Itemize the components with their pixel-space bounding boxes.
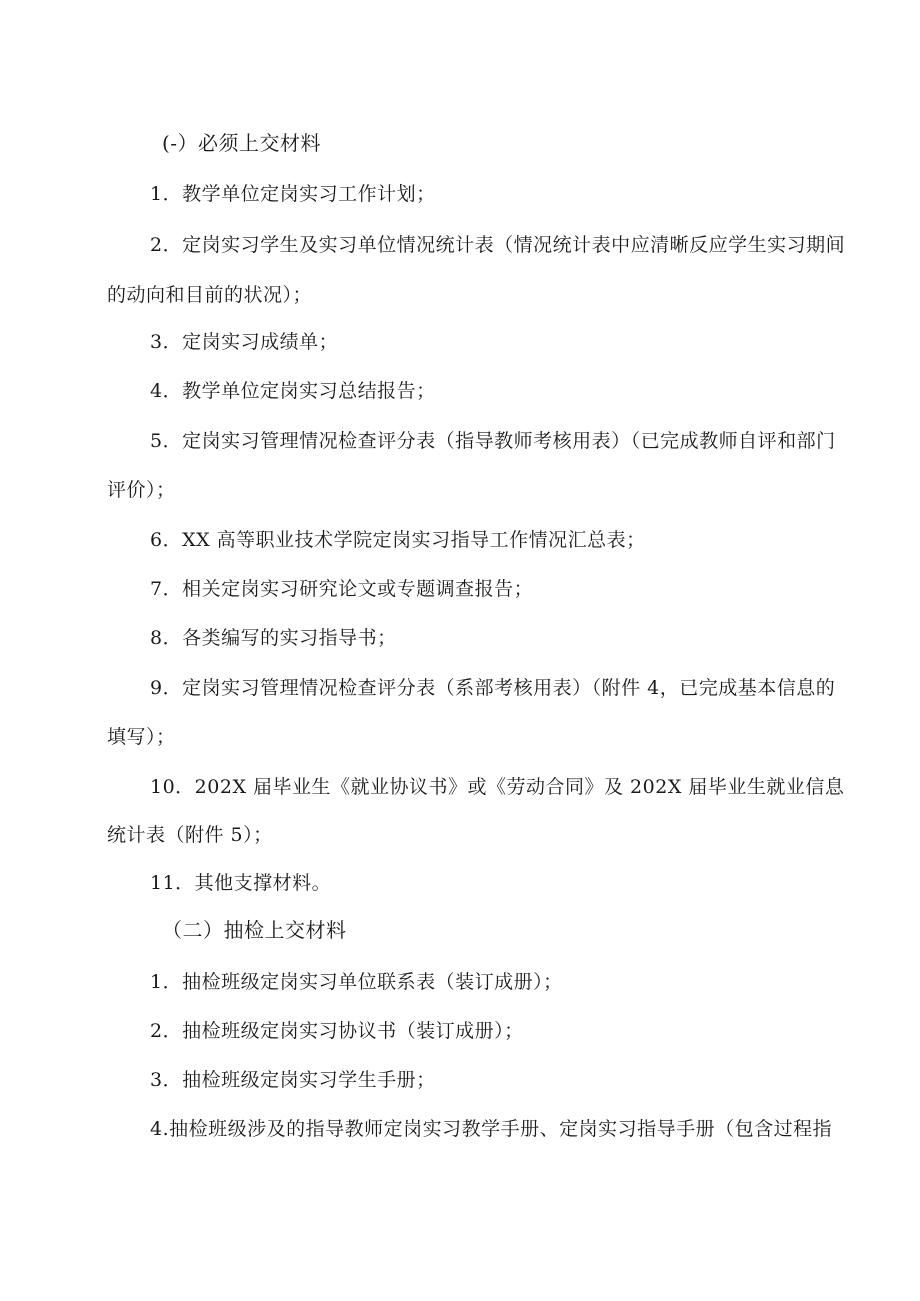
list-item-11: 11．其他支撑材料。 [150,872,332,894]
list-item-2: 2．定岗实习学生及实习单位情况统计表（情况统计表中应清晰反应学生实习期间 [150,234,846,256]
list-item-b3: 3．抽检班级定岗实习学生手册； [150,1069,436,1091]
list-item-b1: 1．抽检班级定岗实习单位联系表（装订成册）； [150,971,563,993]
list-item-10-continued: 统计表（附件 5）； [107,824,273,846]
list-item-5: 5．定岗实习管理情况检查评分表（指导教师考核用表）（已完成教师自评和部门 [150,430,836,452]
list-item-8: 8．各类编写的实习指导书； [150,627,397,649]
list-item-7: 7．相关定岗实习研究论文或专题调查报告； [150,578,534,600]
section-two-heading: （二）抽检上交材料 [162,918,347,942]
list-item-9: 9．定岗实习管理情况检查评分表（系部考核用表）（附件 4，已完成基本信息的 [150,677,836,699]
list-item-b2: 2．抽检班级定岗实习协议书（装订成册）； [150,1020,524,1042]
list-item-4: 4．教学单位定岗实习总结报告； [150,380,436,402]
list-item-b4: 4.抽检班级涉及的指导教师定岗实习教学手册、定岗实习指导手册（包含过程指 [150,1118,833,1140]
list-item-3: 3．定岗实习成绩单； [150,331,339,353]
list-item-9-continued: 填写）； [107,726,176,748]
list-item-1: 1．教学单位定岗实习工作计划； [150,183,436,205]
list-item-5-continued: 评价）； [107,479,176,501]
list-item-2-continued: 的动向和目前的状况）； [107,284,313,306]
section-one-heading: (-）必须上交材料 [162,131,322,155]
list-item-10: 10．202X 届毕业生《就业协议书》或《劳动合同》及 202X 届毕业生就业信息 [150,776,845,798]
list-item-6: 6．XX 高等职业技术学院定岗实习指导工作情况汇总表； [150,529,646,551]
